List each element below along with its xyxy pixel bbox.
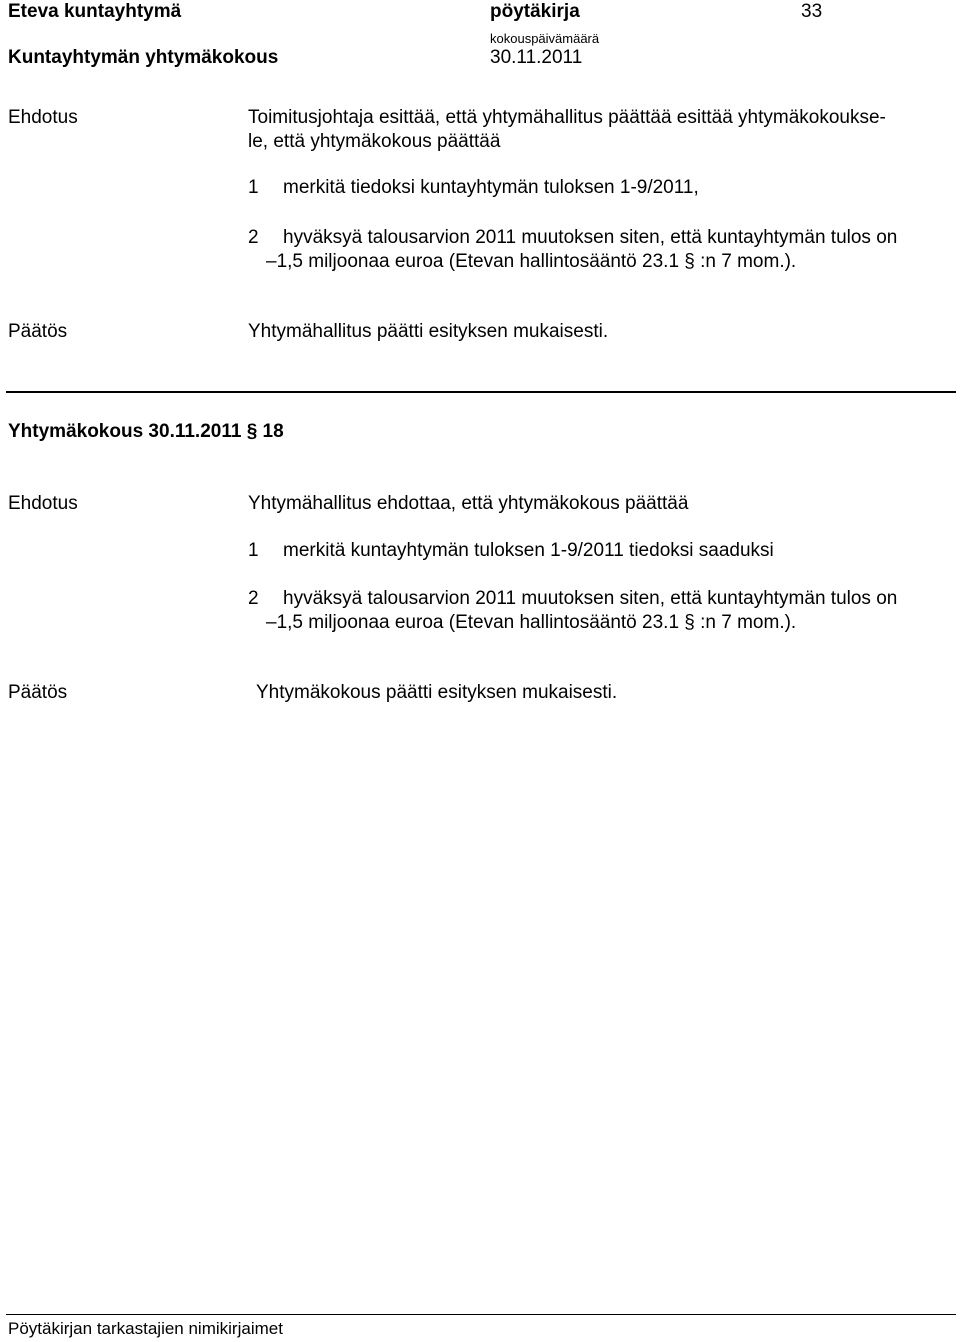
meeting-date: 30.11.2011	[490, 47, 583, 68]
item-text-continued: –1,5 miljoonaa euroa (Etevan hallintosääntö 23.1 § :n 7 mom.).	[266, 612, 797, 633]
decision-label: Päätös	[8, 682, 68, 703]
page-number: 33	[801, 1, 823, 22]
proposal-text: Yhtymähallitus ehdottaa, että yhtymäkokous päättää	[248, 493, 689, 514]
org-name: Eteva kuntayhtymä	[8, 1, 182, 22]
item-text: merkitä kuntayhtymän tuloksen 1-9/2011 tiedoksi saaduksi	[283, 540, 774, 561]
item-number: 2	[248, 588, 259, 609]
signatures-label: Pöytäkirjan tarkastajien nimikirjaimet	[8, 1319, 283, 1338]
proposal-line-1: Toimitusjohtaja esittää, että yhtymähallitus päättää esittää yhtymäkokoukse-	[248, 107, 886, 128]
item-number: 2	[248, 227, 259, 248]
proposal-label: Ehdotus	[8, 493, 78, 514]
item-text: hyväksyä talousarvion 2011 muutoksen siten, että kuntayhtymän tulos on	[283, 227, 898, 248]
item-text: merkitä tiedoksi kuntayhtymän tuloksen 1-9/2011,	[283, 177, 699, 198]
proposal-label: Ehdotus	[8, 107, 78, 128]
item-text: hyväksyä talousarvion 2011 muutoksen siten, että kuntayhtymän tulos on	[283, 588, 898, 609]
date-label: kokouspäivämäärä	[490, 31, 600, 46]
doc-type: pöytäkirja	[490, 1, 580, 22]
item-number: 1	[248, 177, 259, 198]
section-heading: Yhtymäkokous 30.11.2011 § 18	[8, 421, 284, 442]
decision-label: Päätös	[8, 321, 68, 342]
footer-divider	[6, 1314, 956, 1315]
proposal-line-2: le, että yhtymäkokous päättää	[248, 131, 501, 152]
section-divider	[6, 391, 956, 393]
meeting-name: Kuntayhtymän yhtymäkokous	[8, 47, 279, 68]
decision-text: Yhtymähallitus päätti esityksen mukaisesti.	[248, 321, 609, 342]
item-number: 1	[248, 540, 259, 561]
decision-text: Yhtymäkokous päätti esityksen mukaisesti.	[256, 682, 618, 703]
item-text-continued: –1,5 miljoonaa euroa (Etevan hallintosääntö 23.1 § :n 7 mom.).	[266, 251, 797, 272]
